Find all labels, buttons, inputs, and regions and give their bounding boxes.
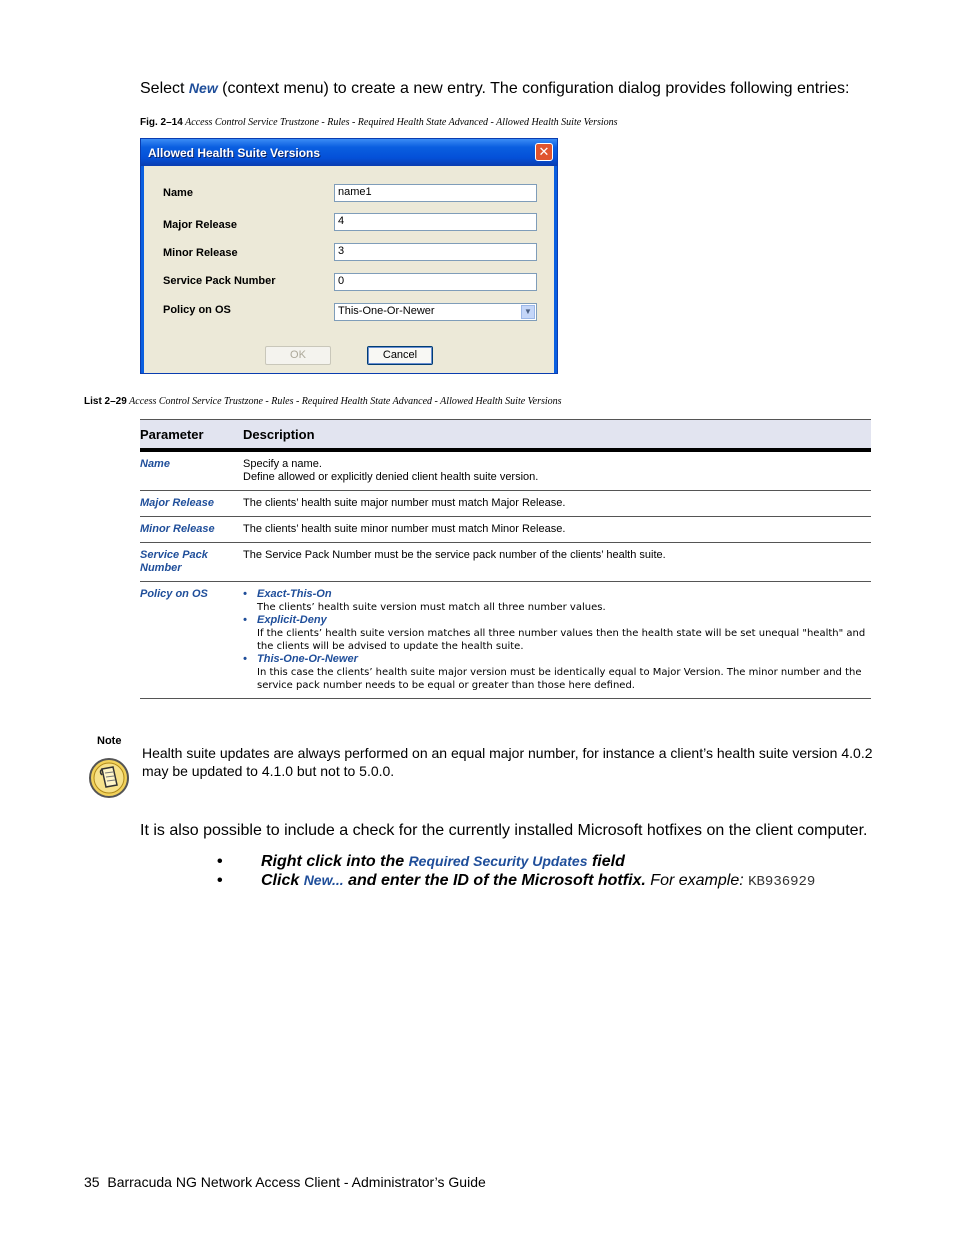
option-description: If the clients’ health suite version matches all three number values then the health state will be set unequal "health" and the clients will be advised to update the health suite. <box>257 628 866 652</box>
table-row <box>140 543 871 582</box>
minor-release-input[interactable]: 3 <box>334 243 537 261</box>
policy-on-os-select[interactable] <box>334 303 537 321</box>
param-description: The clients’ health suite minor number must match Minor Release. <box>243 517 871 543</box>
name-label: Name <box>163 187 193 199</box>
page-number: 35 <box>84 1174 100 1190</box>
allowed-health-suite-dialog <box>140 138 558 374</box>
intro-post: (context menu) to create a new entry. The configuration dialog provides following entries: <box>217 80 850 97</box>
ok-button[interactable]: OK <box>265 346 331 365</box>
note-icon <box>88 757 130 799</box>
minor-release-label: Minor Release <box>163 247 238 259</box>
param-name: Name <box>140 450 243 491</box>
dialog-border-left <box>141 166 144 373</box>
bullet-dot: • <box>217 853 223 870</box>
option-description: The clients’ health suite version must match all three number values. <box>257 602 606 613</box>
option-name: • Exact-This-On <box>243 588 332 600</box>
bullet-text: Right click into the Required Security Updates field <box>261 853 625 870</box>
table-row <box>140 491 871 517</box>
param-name: Major Release <box>140 491 243 517</box>
option-name: • Explicit-Deny <box>243 614 327 626</box>
required-security-updates-keyword: Required Security Updates <box>408 853 588 869</box>
param-description <box>243 582 871 699</box>
note-label: Note <box>97 735 122 747</box>
major-release-label: Major Release <box>163 219 237 231</box>
header-description: Description <box>243 420 871 451</box>
policy-on-os-value: This-One-Or-Newer <box>338 305 435 317</box>
list-caption-label: List 2–29 <box>84 396 127 407</box>
table-row <box>140 582 871 699</box>
chevron-down-icon[interactable]: ▼ <box>521 305 535 319</box>
figure-caption-label: Fig. 2–14 <box>140 117 183 128</box>
description-line: Define allowed or explicitly denied client health suite version. <box>243 471 539 483</box>
header-parameter: Parameter <box>140 420 243 451</box>
dialog-border-right <box>554 166 557 373</box>
param-name: Policy on OS <box>140 582 243 699</box>
policy-on-os-label: Policy on OS <box>163 304 231 316</box>
option-description: In this case the clients’ health suite major version must be identically equal to Major Version. The minor number and the service pack number needs to be equal or greater than those here defined. <box>257 667 862 691</box>
param-description <box>243 450 871 491</box>
bullet-item <box>217 872 857 892</box>
example-label: For example: <box>645 872 749 889</box>
param-description: The clients’ health suite major number must match Major Release. <box>243 491 871 517</box>
hotfix-paragraph: It is also possible to include a check for the currently installed Microsoft hotfixes on the client computer. <box>140 822 868 839</box>
cancel-button[interactable]: Cancel <box>367 346 433 365</box>
param-name: Service Pack Number <box>140 543 243 582</box>
hotfix-example: KB936929 <box>748 874 816 890</box>
bullet-dot: • <box>217 872 223 889</box>
page-footer <box>84 1174 486 1190</box>
bullet-item <box>217 853 857 873</box>
param-description: The Service Pack Number must be the service pack number of the clients’ health suite. <box>243 543 871 582</box>
param-name: Minor Release <box>140 517 243 543</box>
major-release-input[interactable]: 4 <box>334 213 537 231</box>
guide-title: Barracuda NG Network Access Client - Administrator’s Guide <box>107 1174 486 1190</box>
intro-pre: Select <box>140 80 189 97</box>
bullet-text: Click New... and enter the ID of the Microsoft hotfix. For example: KB936929 <box>261 872 816 890</box>
dialog-titlebar <box>141 139 557 166</box>
figure-caption-text: Access Control Service Trustzone - Rules - Required Health State Advanced - Allowed Health Suite Versions <box>185 117 618 128</box>
service-pack-number-input[interactable]: 0 <box>334 273 537 291</box>
close-icon[interactable]: ✕ <box>535 143 553 161</box>
parameter-table <box>140 419 871 699</box>
note-text: Health suite updates are always performed on an equal major number, for instance a client’s health suite version 4.0.2 may be updated to 4.1.0 but not to 5.0.0. <box>142 745 873 779</box>
table-header-row <box>140 420 871 451</box>
description-line: Specify a name. <box>243 458 322 470</box>
service-pack-number-label: Service Pack Number <box>163 275 276 287</box>
new-keyword: New <box>188 80 218 96</box>
figure-caption <box>140 117 618 128</box>
option-name: • This-One-Or-Newer <box>243 653 358 665</box>
new-keyword: New... <box>303 872 344 888</box>
name-input[interactable]: name1 <box>334 184 537 202</box>
dialog-title: Allowed Health Suite Versions <box>148 146 321 160</box>
table-row <box>140 517 871 543</box>
list-caption-text: Access Control Service Trustzone - Rules - Required Health State Advanced - Allowed Health Suite Versions <box>129 396 562 407</box>
table-row <box>140 450 871 491</box>
intro-text <box>140 80 849 98</box>
list-caption <box>84 396 562 407</box>
